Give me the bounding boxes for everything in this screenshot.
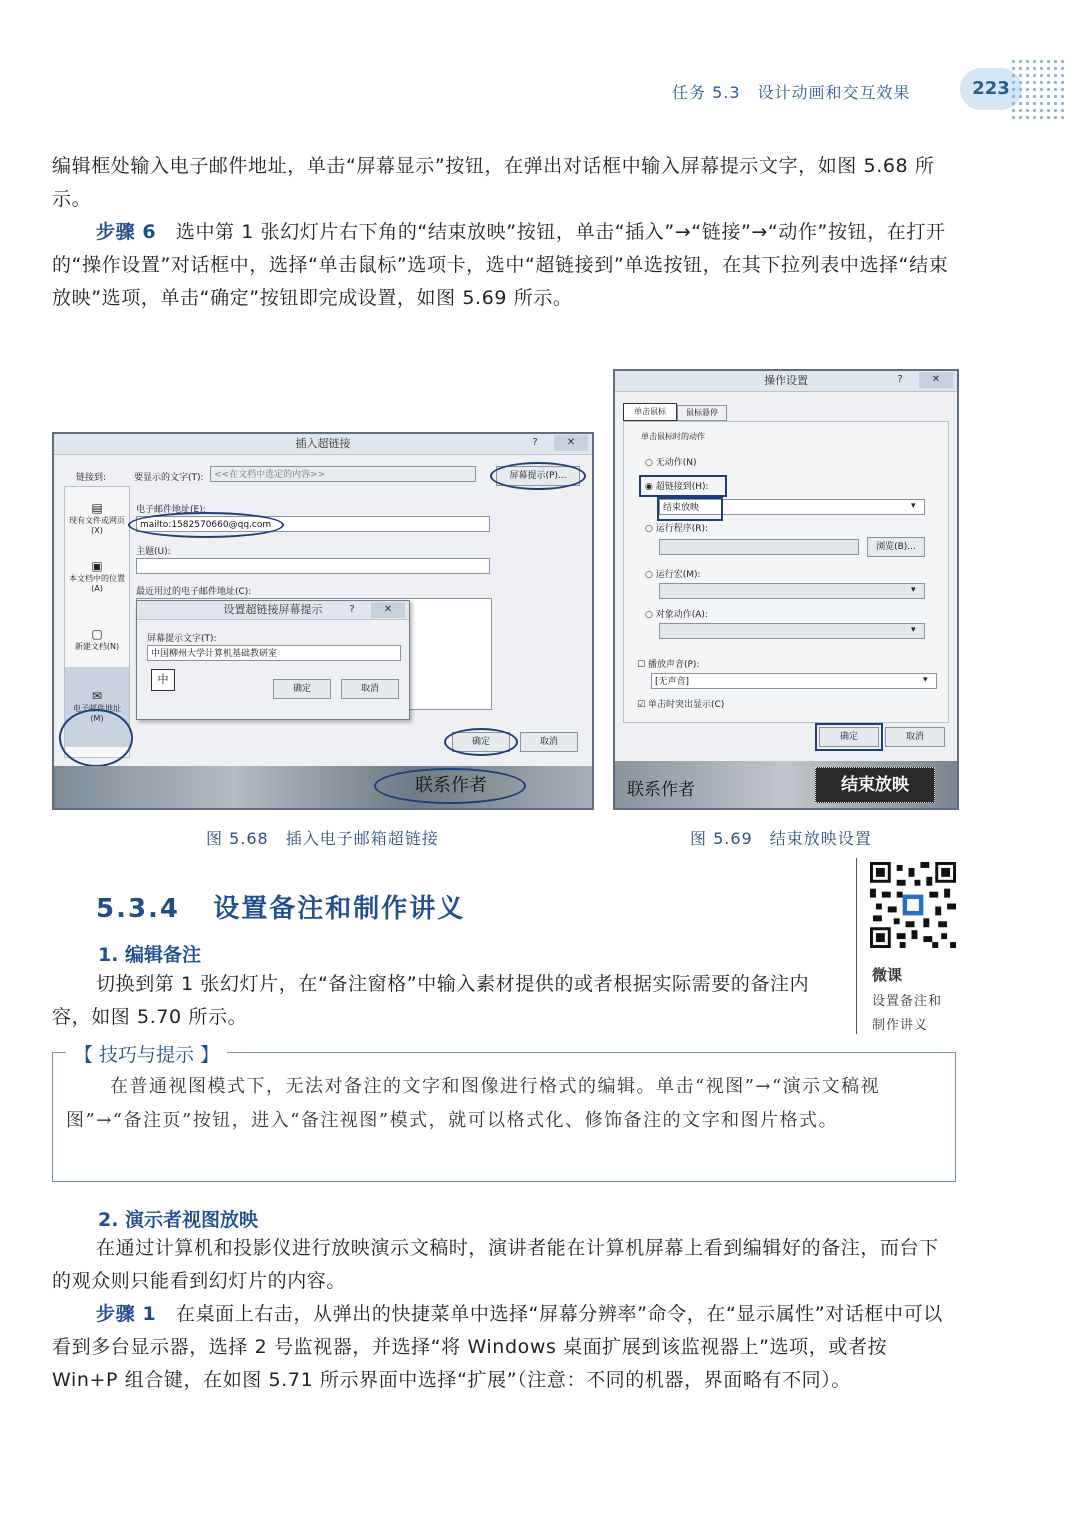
highlight-ellipse (444, 728, 518, 756)
qr-code-icon (870, 862, 956, 948)
sub-help-button[interactable]: ? (349, 604, 355, 615)
end-show-button[interactable]: 结束放映 (815, 767, 935, 803)
close-button[interactable]: ✕ (919, 372, 953, 388)
hyperlink-dropdown[interactable]: 结束放映 (659, 499, 925, 515)
tab-hover[interactable]: 鼠标悬停 (677, 405, 727, 421)
contact-author-text: 联系作者 (627, 780, 695, 800)
micro-lesson-desc-1: 设置备注和 (872, 994, 943, 1009)
micro-lesson-desc-2: 制作讲义 (872, 1018, 929, 1033)
sub-dialog-title: 设置超链接屏幕提示 (137, 601, 409, 620)
dialog-title: 操作设置 (615, 371, 957, 392)
sub-ok-button[interactable]: 确定 (273, 679, 331, 699)
paragraph-2-text: 选中第 1 张幻灯片右下角的“结束放映”按钮，单击“插入”→“链接”→“动作”按钮，在打开的“操作设置”对话框中，选择“单击鼠标”选项卡，选中“超链接到”单选按钮，在其下拉列表中选择“结束放映”选项，单击“确定”按钮即完成设置，如图 5.69 所示。 (52, 221, 949, 309)
cancel-button[interactable]: 取消 (520, 732, 578, 752)
display-text-field[interactable]: <<在文档中选定的内容>> (210, 466, 476, 482)
new-document-icon: ▢ (91, 627, 103, 641)
tip-text-label: 屏幕提示文字(T): (147, 634, 217, 644)
highlight-ellipse (59, 709, 133, 767)
tip-label: 【 技巧与提示 】 (66, 1040, 227, 1067)
help-button[interactable]: ? (532, 437, 538, 448)
step-1-label: 步骤 1 (96, 1303, 157, 1325)
sub-close-button[interactable]: ✕ (371, 602, 405, 618)
chevron-down-icon[interactable]: ▾ (911, 501, 916, 511)
paragraph-presenter: 在通过计算机和投影仪进行放映演示文稿时，演讲者能在计算机屏幕上看到编辑好的备注，而台下的观众则只能看到幻灯片的内容。 (52, 1237, 939, 1292)
macro-dropdown[interactable] (659, 583, 925, 599)
sub-cancel-button[interactable]: 取消 (341, 679, 399, 699)
subject-field[interactable] (136, 558, 490, 574)
ok-button[interactable]: 确定 (452, 732, 510, 752)
figure-5-69-screenshot (613, 369, 959, 810)
ime-indicator: 中 (151, 669, 175, 691)
step-label: 步骤 6 (96, 221, 157, 243)
email-field[interactable]: mailto:1582570660@qq.com (136, 516, 490, 532)
paragraph-1 (52, 150, 958, 216)
program-field[interactable] (659, 539, 859, 555)
section-heading (96, 888, 465, 925)
running-header: 任务 5.3 设计动画和交互效果 (672, 83, 911, 102)
nav-item-email-label: 电子邮件地址(M) (73, 704, 121, 723)
radio-object-action[interactable]: ○ 对象动作(A): (645, 610, 708, 620)
subheading-1: 1. 编辑备注 (98, 944, 202, 966)
contact-author-text: 联系作者 (415, 775, 487, 796)
help-button[interactable]: ? (897, 374, 903, 385)
chevron-down-icon[interactable]: ▾ (923, 675, 928, 685)
micro-lesson-label: 微课 (872, 966, 903, 984)
link-to-nav (64, 486, 130, 758)
email-label: 电子邮件地址(E): (136, 505, 206, 515)
paragraph-2 (52, 216, 958, 315)
tab-click[interactable]: 单击鼠标 (623, 403, 677, 421)
paragraph-notes: 切换到第 1 张幻灯片，在“备注窗格”中输入素材提供的或者根据实际需要的备注内容，如图 5.70 所示。 (52, 973, 810, 1028)
caption-fig-5-69: 图 5.69 结束放映设置 (690, 829, 872, 848)
nav-item-place-in-document[interactable]: ▣ 本文档中的位置(A) (69, 559, 125, 593)
browse-button[interactable]: 浏览(B)... (867, 537, 925, 557)
sound-dropdown[interactable]: [无声音] (651, 673, 937, 689)
screen-tip-dialog (136, 600, 410, 720)
radio-none[interactable]: ○ 无动作(N) (645, 458, 697, 468)
cancel-button[interactable]: 取消 (885, 727, 945, 747)
highlight-box (639, 475, 727, 497)
radio-run-program[interactable]: ○ 运行程序(R): (645, 524, 709, 534)
ok-button[interactable]: 确定 (819, 727, 879, 747)
chevron-down-icon[interactable]: ▾ (911, 585, 916, 595)
radio-hyperlink[interactable]: ◉ 超链接到(H): (645, 482, 709, 492)
screen-tip-button[interactable]: 屏幕提示(P)... (496, 466, 580, 486)
close-button[interactable]: ✕ (554, 435, 588, 451)
page-number: 223 (960, 68, 1022, 110)
highlight-ellipse (374, 768, 526, 804)
recent-emails-label: 最近用过的电子邮件地址(C): (136, 587, 252, 597)
subheading-2: 2. 演示者视图放映 (98, 1209, 259, 1231)
document-icon: ▣ (91, 559, 103, 573)
email-icon: ✉ (91, 689, 103, 703)
highlight-box (815, 723, 883, 751)
checkbox-highlight[interactable]: ☑ 单击时突出显示(C) (637, 700, 725, 710)
checkbox-play-sound[interactable]: ☐ 播放声音(P): (637, 660, 700, 670)
object-action-dropdown[interactable] (659, 623, 925, 639)
link-to-label: 链接到: (76, 473, 107, 483)
chevron-down-icon[interactable]: ▾ (911, 625, 916, 635)
file-icon: ▤ (91, 501, 103, 515)
step-1-text: 在桌面上右击，从弹出的快捷菜单中选择“屏幕分辨率”命令，在“显示属性”对话框中可以看到多台显示器，选择 2 号监视器，并选择“将 Windows 桌面扩展到该监视器上”选项，或者按 Win+P 组合键，在如图 5.71 所示界面中选择“扩展”（注意：不同的机器，界面略有不同）。 (52, 1303, 943, 1391)
subject-label: 主题(U): (136, 547, 171, 557)
highlight-box (657, 497, 723, 521)
paragraph-step-1 (52, 1298, 958, 1397)
figure-5-68-screenshot (52, 432, 594, 810)
section-number: 5.3.4 (96, 894, 181, 924)
caption-fig-5-68: 图 5.68 插入电子邮箱超链接 (206, 829, 439, 848)
paragraph-1-text: 编辑框处输入电子邮件地址，单击“屏幕显示”按钮，在弹出对话框中输入屏幕提示文字，如图 5.68 所示。 (52, 155, 935, 210)
highlight-ellipse (490, 462, 586, 490)
tip-text-field[interactable]: 中国柳州大学计算机基础教研室 (147, 645, 401, 661)
dialog-title: 插入超链接 (54, 434, 592, 455)
nav-item-existing-file[interactable]: ▤ 现有文件或网页(X) (69, 501, 125, 535)
highlight-ellipse (128, 512, 284, 538)
decorative-dots (1010, 58, 1064, 120)
display-text-label: 要显示的文字(T): (134, 473, 204, 483)
group-label: 单击鼠标时的动作 (641, 432, 705, 441)
nav-item-new-document[interactable]: ▢ 新建文档(N) (67, 627, 127, 652)
tip-text: 在普通视图模式下，无法对备注的文字和图像进行格式的编辑。单击“视图”→“演示文稿视图”→“备注页”按钮，进入“备注视图”模式，就可以格式化、修饰备注的文字和图片格式。 (66, 1076, 881, 1131)
section-title: 设置备注和制作讲义 (213, 894, 466, 924)
radio-run-macro[interactable]: ○ 运行宏(M): (645, 570, 701, 580)
